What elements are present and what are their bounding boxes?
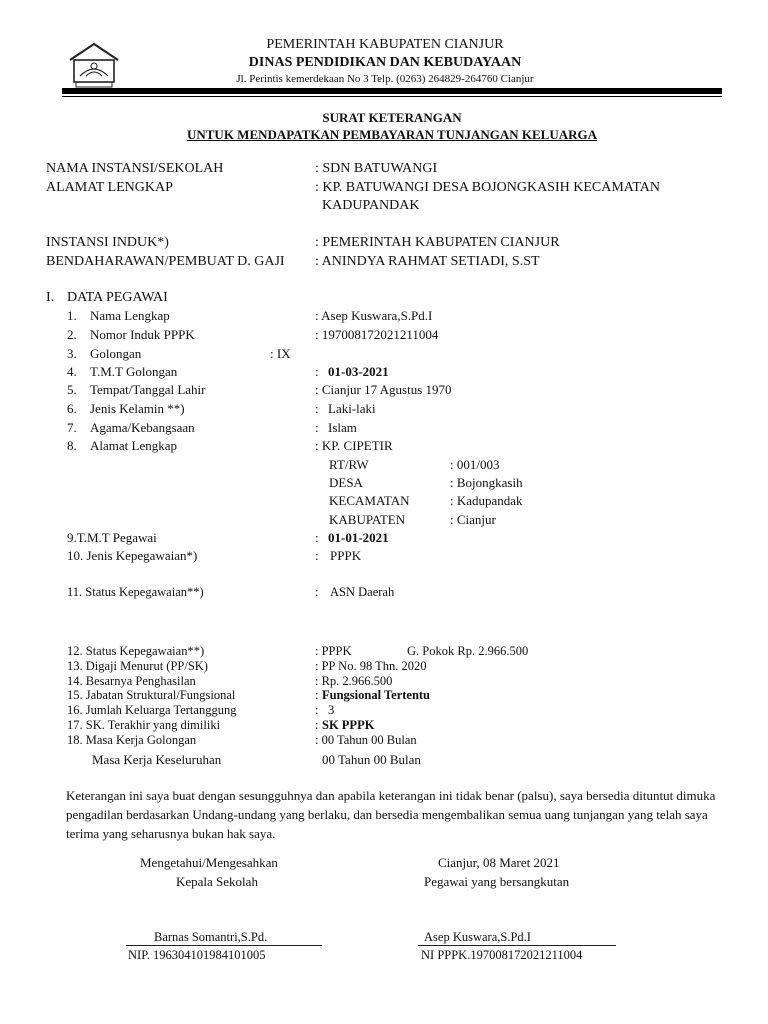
row-18-value: : 00 Tahun 00 Bulan [315, 733, 417, 747]
sign-right-place-date: Cianjur, 08 Maret 2021 [438, 855, 560, 870]
label-alamat: ALAMAT LENGKAP [46, 180, 173, 195]
label-bendahara: BENDAHARAWAN/PEMBUAT D. GAJI [46, 254, 285, 269]
statement-paragraph: Keterangan ini saya buat dengan sesungguhnya dan apabila keterangan ini tidak benar (palsu), saya bersedia dituntut dimuka pengadilan berdasarkan Undang-undang yang berlaku, dan bersedia mengembalikan semua uang tunjangan yang telah saya terima yang seharusnya bukan hak saya. [66, 788, 716, 841]
header-address: Jl. Perintis kemerdekaan No 3 Telp. (0263) 264829-264760 Cianjur [236, 73, 534, 85]
document-subtitle: UNTUK MENDAPATKAN PEMBAYARAN TUNJANGAN KELUARGA [186, 127, 597, 142]
row-3-label: Golongan [90, 346, 142, 361]
row-13-value: : PP No. 98 Thn. 2020 [315, 659, 427, 673]
kecamatan-label: KECAMATAN [329, 493, 410, 508]
row-15-colon: : [315, 688, 319, 702]
row-13-label: 13. Digaji Menurut (PP/SK) [67, 659, 208, 673]
row-17-colon: : [315, 718, 319, 732]
row-4-value: 01-03-2021 [328, 364, 389, 379]
row-16-value: 3 [328, 703, 335, 717]
row-6-number: 6. [67, 401, 77, 416]
section-title: DATA PEGAWAI [67, 290, 168, 305]
row-14-value: : Rp. 2.966.500 [315, 674, 393, 688]
header-department: DINAS PENDIDIKAN DAN KEBUDAYAAN [248, 55, 522, 70]
value-nama-instansi: : SDN BATUWANGI [315, 161, 438, 176]
row-12-label: 12. Status Kepegawaian**) [67, 644, 205, 658]
row-16-label: 16. Jumlah Keluarga Tertanggung [67, 703, 237, 717]
row-11-value: ASN Daerah [330, 585, 395, 599]
value-instansi-induk: : PEMERINTAH KABUPATEN CIANJUR [315, 235, 560, 250]
row-16-colon: : [315, 703, 319, 717]
row-2-value: : 197008172021211004 [315, 327, 439, 342]
row-4-colon: : [315, 364, 319, 379]
header-government: PEMERINTAH KABUPATEN CIANJUR [266, 37, 504, 52]
section-number: I. [46, 290, 55, 305]
row-8-number: 8. [67, 438, 77, 453]
label-instansi-induk: INSTANSI INDUK*) [46, 235, 169, 250]
row-12-gaji-pokok: G. Pokok Rp. 2.966.500 [407, 644, 529, 658]
desa-value: : Bojongkasih [450, 475, 523, 490]
kabupaten-label: KABUPATEN [329, 512, 406, 527]
row-1-label: Nama Lengkap [90, 308, 170, 323]
row-10-value: PPPK [330, 548, 362, 563]
row-6-value: Laki-laki [328, 401, 376, 416]
row-9-value: 01-01-2021 [328, 530, 389, 545]
row-18b-label: Masa Kerja Keseluruhan [92, 752, 222, 767]
header-rule-thick [62, 88, 722, 94]
row-12-value: : PPPK [315, 644, 352, 658]
row-4-label: T.M.T Golongan [90, 364, 178, 379]
row-8-label: Alamat Lengkap [90, 438, 177, 453]
row-9-colon: : [315, 530, 319, 545]
row-7-value: Islam [328, 420, 357, 435]
sign-left-line [126, 945, 322, 946]
row-3-value: : IX [270, 346, 291, 361]
sign-right-role: Pegawai yang bersangkutan [424, 874, 570, 889]
row-10-colon: : [315, 548, 319, 563]
kecamatan-value: : Kadupandak [450, 493, 523, 508]
sign-right-name: Asep Kuswara,S.Pd.I [424, 930, 531, 944]
row-18-label: 18. Masa Kerja Golongan [67, 733, 197, 747]
sign-right-line [418, 945, 616, 946]
row-15-value: Fungsional Tertentu [322, 688, 431, 702]
sign-left-nip: NIP. 196304101984101005 [128, 948, 266, 962]
row-18b-value: 00 Tahun 00 Bulan [322, 752, 421, 767]
row-11-label: 11. Status Kepegawaian**) [67, 585, 204, 599]
row-5-number: 5. [67, 382, 77, 397]
sign-left-role: Kepala Sekolah [176, 874, 258, 889]
row-8-value: : KP. CIPETIR [315, 438, 393, 453]
row-7-number: 7. [67, 420, 77, 435]
row-15-label: 15. Jabatan Struktural/Fungsional [67, 688, 236, 702]
row-1-value: : Asep Kuswara,S.Pd.I [315, 308, 433, 323]
row-2-label: Nomor Induk PPPK [90, 327, 195, 342]
row-1-number: 1. [67, 308, 77, 323]
row-9-label: 9.T.M.T Pegawai [67, 530, 157, 545]
value-alamat-1: : KP. BATUWANGI DESA BOJONGKASIH KECAMATAN [315, 180, 661, 195]
row-3-number: 3. [67, 346, 77, 361]
row-17-value: SK PPPK [322, 718, 375, 732]
regency-logo [66, 40, 122, 90]
row-6-colon: : [315, 401, 319, 416]
sign-left-name: Barnas Somantri,S.Pd. [154, 930, 268, 944]
desa-label: DESA [329, 475, 363, 490]
row-10-label: 10. Jenis Kepegawaian*) [67, 548, 198, 563]
kabupaten-value: : Cianjur [450, 512, 496, 527]
document-title: SURAT KETERANGAN [322, 110, 462, 125]
row-2-number: 2. [67, 327, 77, 342]
rtrw-label: RT/RW [329, 457, 369, 472]
row-7-label: Agama/Kebangsaan [90, 420, 195, 435]
sign-left-mengetahui: Mengetahui/Mengesahkan [140, 855, 278, 870]
rtrw-value: : 001/003 [450, 457, 500, 472]
row-4-number: 4. [67, 364, 77, 379]
row-5-label: Tempat/Tanggal Lahir [90, 382, 206, 397]
value-bendahara: : ANINDYA RAHMAT SETIADI, S.ST [315, 254, 540, 269]
row-17-label: 17. SK. Terakhir yang dimiliki [67, 718, 221, 732]
label-nama-instansi: NAMA INSTANSI/SEKOLAH [46, 161, 224, 176]
row-11-colon: : [315, 585, 319, 599]
row-7-colon: : [315, 420, 319, 435]
header-rule-thin [62, 96, 722, 97]
sign-right-nip: NI PPPK.197008172021211004 [421, 948, 583, 962]
row-14-label: 14. Besarnya Penghasilan [67, 674, 196, 688]
row-5-value: : Cianjur 17 Agustus 1970 [315, 382, 452, 397]
value-alamat-2: KADUPANDAK [322, 198, 420, 213]
row-6-label: Jenis Kelamin **) [90, 401, 185, 416]
